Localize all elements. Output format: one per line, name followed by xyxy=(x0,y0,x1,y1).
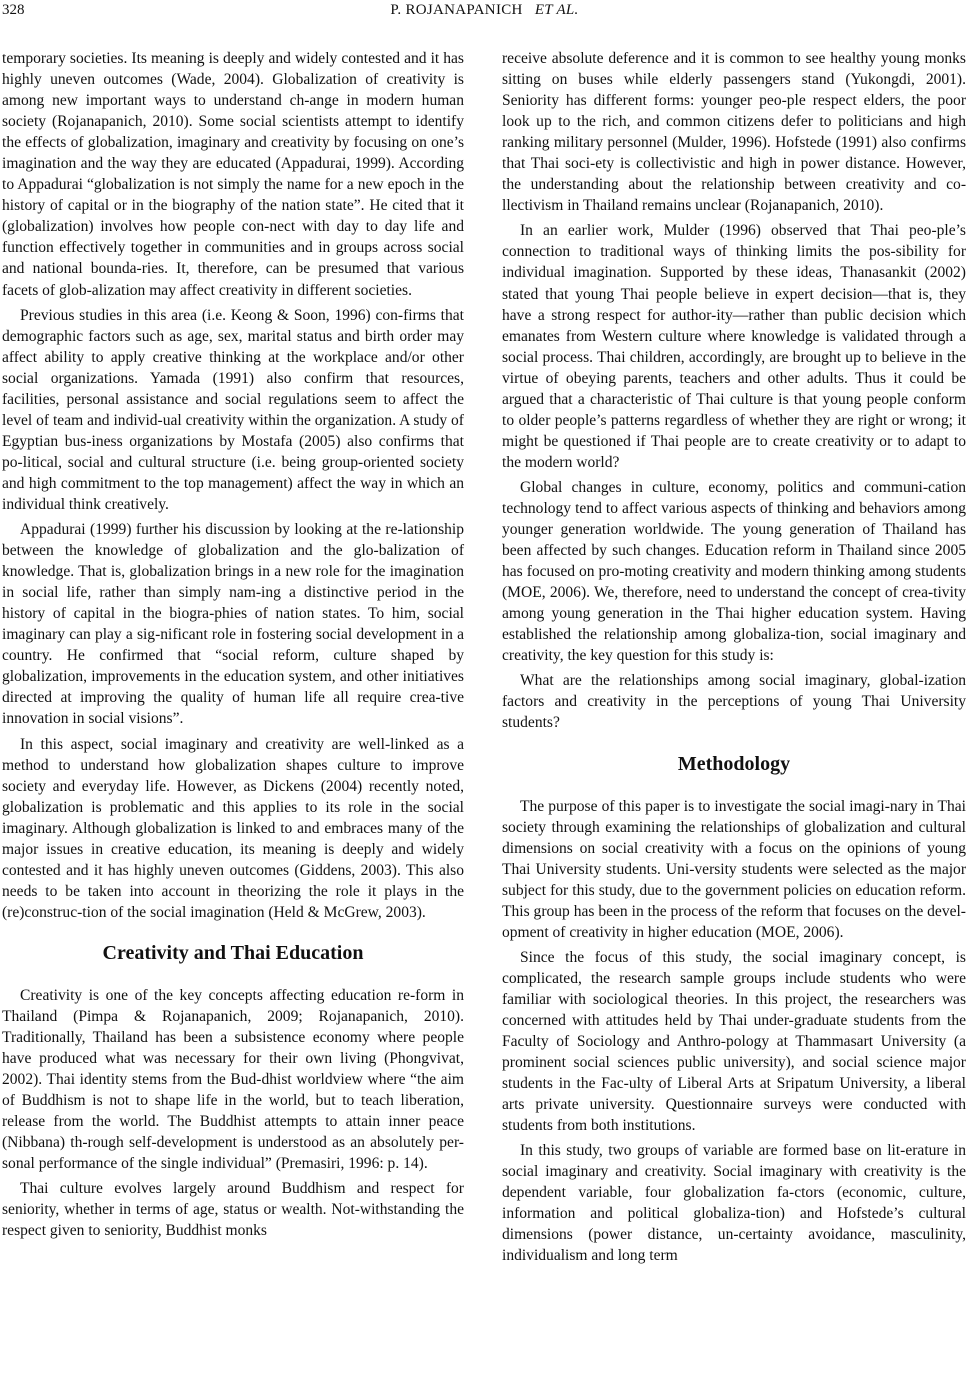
paragraph: What are the relationships among social imaginary, global-ization factors and creativity in the perceptions of young Thai University students? xyxy=(502,672,966,732)
paragraph: The purpose of this paper is to investigate the social imagi-nary in Thai society through examining the relationships of globalization and cultural dimensions on social creativity with a focus on the opinions of young Thai University students. Uni-versity students were selected as the major subject for this study, due to the government policies on education reform. This group has been in the process of the reform that focuses on the devel-opment of creativity in higher education (MOE, 2006). xyxy=(502,797,966,941)
paragraph: In this aspect, social imaginary and creativity are well-linked as a method to understand how globalization shapes culture to improve society and everyday life. However, as Dickens (2004) recently noted, globalization is problematic and this applies to its role in the social imaginary. Although globalization is linked to and embraces many of the major issues in creative education, its meaning is deeply and widely contested and it has highly uneven outcomes (Giddens, 2003). This also needs to be taken into account in theorizing the role it plays in the (re)construc-tion of the social imagination (Held & McGrew, 2003). xyxy=(2,735,464,921)
paragraph: Thai culture evolves largely around Buddhism and respect for seniority, whether in terms of age, status or wealth. Not-withstanding the respect given to seniority, Buddhist monks xyxy=(2,1180,464,1240)
running-title-et-al: ET AL. xyxy=(534,2,579,18)
paragraph: Since the focus of this study, the social imaginary concept, is complicated, the research sample groups include students who were familiar with sociological theories. In this project, the researchers was concerned with attitudes held by Thai under-graduate students from the Faculty of Sociology and Anthro-pology at Thammasart University (a prominent social sciences public university), and social science major students in the Fac-ulty of Liberal Arts at Sripatum University, a liberal arts private university. Questionnaire surveys were conducted with students from both institutions. xyxy=(502,948,966,1135)
right-column xyxy=(502,48,966,1271)
section-heading-creativity: Creativity and Thai Education xyxy=(102,941,364,964)
paragraph: Global changes in culture, economy, politics and communi-cation technology tend to affect various aspects of thinking and behaviors among younger generation worldwide. The young generation of Thailand has been affected by such changes. Education reform in Thailand since 2005 has focused on pro-moting creativity and modern thinking among students (MOE, 2006). We, therefore, need to understand the concept of crea-tivity among young generation in the Thai higher education system. Having established the relationship among globaliza-tion, social imaginary and creativity, the key question for this study is: xyxy=(502,478,966,665)
section-heading-methodology: Methodology xyxy=(677,752,791,775)
paragraph: Appadurai (1999) further his discussion by looking at the re-lationship between the knowledge of globalization and the glo-balization of knowledge. That is, globalization brings in a new role for the imagination in social life, rather than simply nam-ing a distinctive period in the history of capital in the biogra-phies of nation states. To him, social imaginary can play a sig-nificant role in fostering social development in a country. He confirmed that “social reform, culture shaped by globalization, improvements in the education system, and other initiatives directed at improving the quality of human life all require crea-tive innovation in social visions”. xyxy=(2,521,464,728)
paragraph: Creativity is one of the key concepts affecting education re-form in Thailand (Pimpa & Rojanapanich, 2009; Rojanapanich, 2010). Traditionally, Thailand has been a subsistence economy where people have produced what was necessary for their own living (Phongvivat, 2002). Thai identity stems from the Bud-dhist worldview where “the aim of Buddhism is not to shape life in the world, but to teach liberation, release from the world. The Buddhist attempts to attain inner peace (Nibbana) th-rough self-development is understood as an absolutely per-sonal performance of the single individual” (Premasiri, 1996: p. 14). xyxy=(2,986,464,1173)
running-head xyxy=(0,2,969,22)
running-title xyxy=(0,2,969,19)
page-number: 328 xyxy=(2,2,25,18)
left-column xyxy=(2,48,464,1245)
paragraph: In this study, two groups of variable are formed base on lit-erature in social imaginary and creativity. Social imaginary with creativity is the dependent variable, four globalization fa-ctors (economic, culture, information and political globaliza-tion) and Hofstede’s cultural dimensions (power distance, un-certainty avoidance, masculinity, individualism and long term xyxy=(502,1142,966,1265)
paragraph: receive absolute deference and it is common to see healthy young monks sitting on buses while elderly passengers stand (Yukongdi, 2001). Seniority has different forms: younger peo-ple respect elders, the poor look up to the rich, and common citizens defer to politicians and high ranking military personnel (Mulder, 1996). Hofstede (1991) also confirms that Thai soci-ety is collectivistic and high in power distance. However, the understanding about the relationship between creativity and co-llectivism in Thailand remains unclear (Rojanapanich, 2010). xyxy=(502,50,966,215)
paragraph: In an earlier work, Mulder (1996) observed that Thai peo-ple’s connection to traditional ways of thinking limits the pos-sibility for individual imagination. Supported by these ideas, Thanasankit (2002) stated that young Thai people believe in expert decision—that is, they have a strong respect for author-ity—rather than public decision which emanates from Western culture where knowledge is validated through a social process. Thai children, accordingly, are brought up to believe in the virtue of obeying parents, teachers and other adults. Thus it could be argued that a characteristic of Thai culture is that young people conform to older people’s patterns regardless of whether they are right or wrong; it might be questioned if Thai people are to create creativity or to adapt to the modern world? xyxy=(502,222,966,471)
paragraph: temporary societies. Its meaning is deeply and widely contested and it has highly uneven outcomes (Wade, 2004). Globalization of creativity is among new important ways to understand ch-ange in modern human society (Rojanapanich, 2010). Some social scientists attempt to identify the effects of globalization, imaginary and creativity by focusing on one’s imagination and the way they are educated (Appadurai, 1999). According to Appadurai “globalization is not simply the name for a new epoch in the history of capital or in the biography of the nation state”. He cited that it (globalization) involves how people con-nect with day to day life and function effectively together in communities and in groups across social and national bounda-ries. It, therefore, can be presumed that various facets of glob-alization may affect creativity in different societies. xyxy=(2,50,464,299)
paragraph: Previous studies in this area (i.e. Keong & Soon, 1996) con-firms that demographic factors such as age, sex, marital status and birth order may affect ability to apply creative thinking at the workplace and/or other social organizations. Yamada (1991) also confirm that resources, facilities, personal assistance and social regulations seem to affect the level of team and individ-ual creativity within the organization. A study of Egyptian bus-iness organizations by Mostafa (2005) also confirms that po-litical, social and cultural structure (i.e. being group-oriented society and high commitment to the top management) affect the way in which an individual think creatively. xyxy=(2,306,464,513)
running-title-author: P. ROJANAPANICH xyxy=(390,2,523,18)
